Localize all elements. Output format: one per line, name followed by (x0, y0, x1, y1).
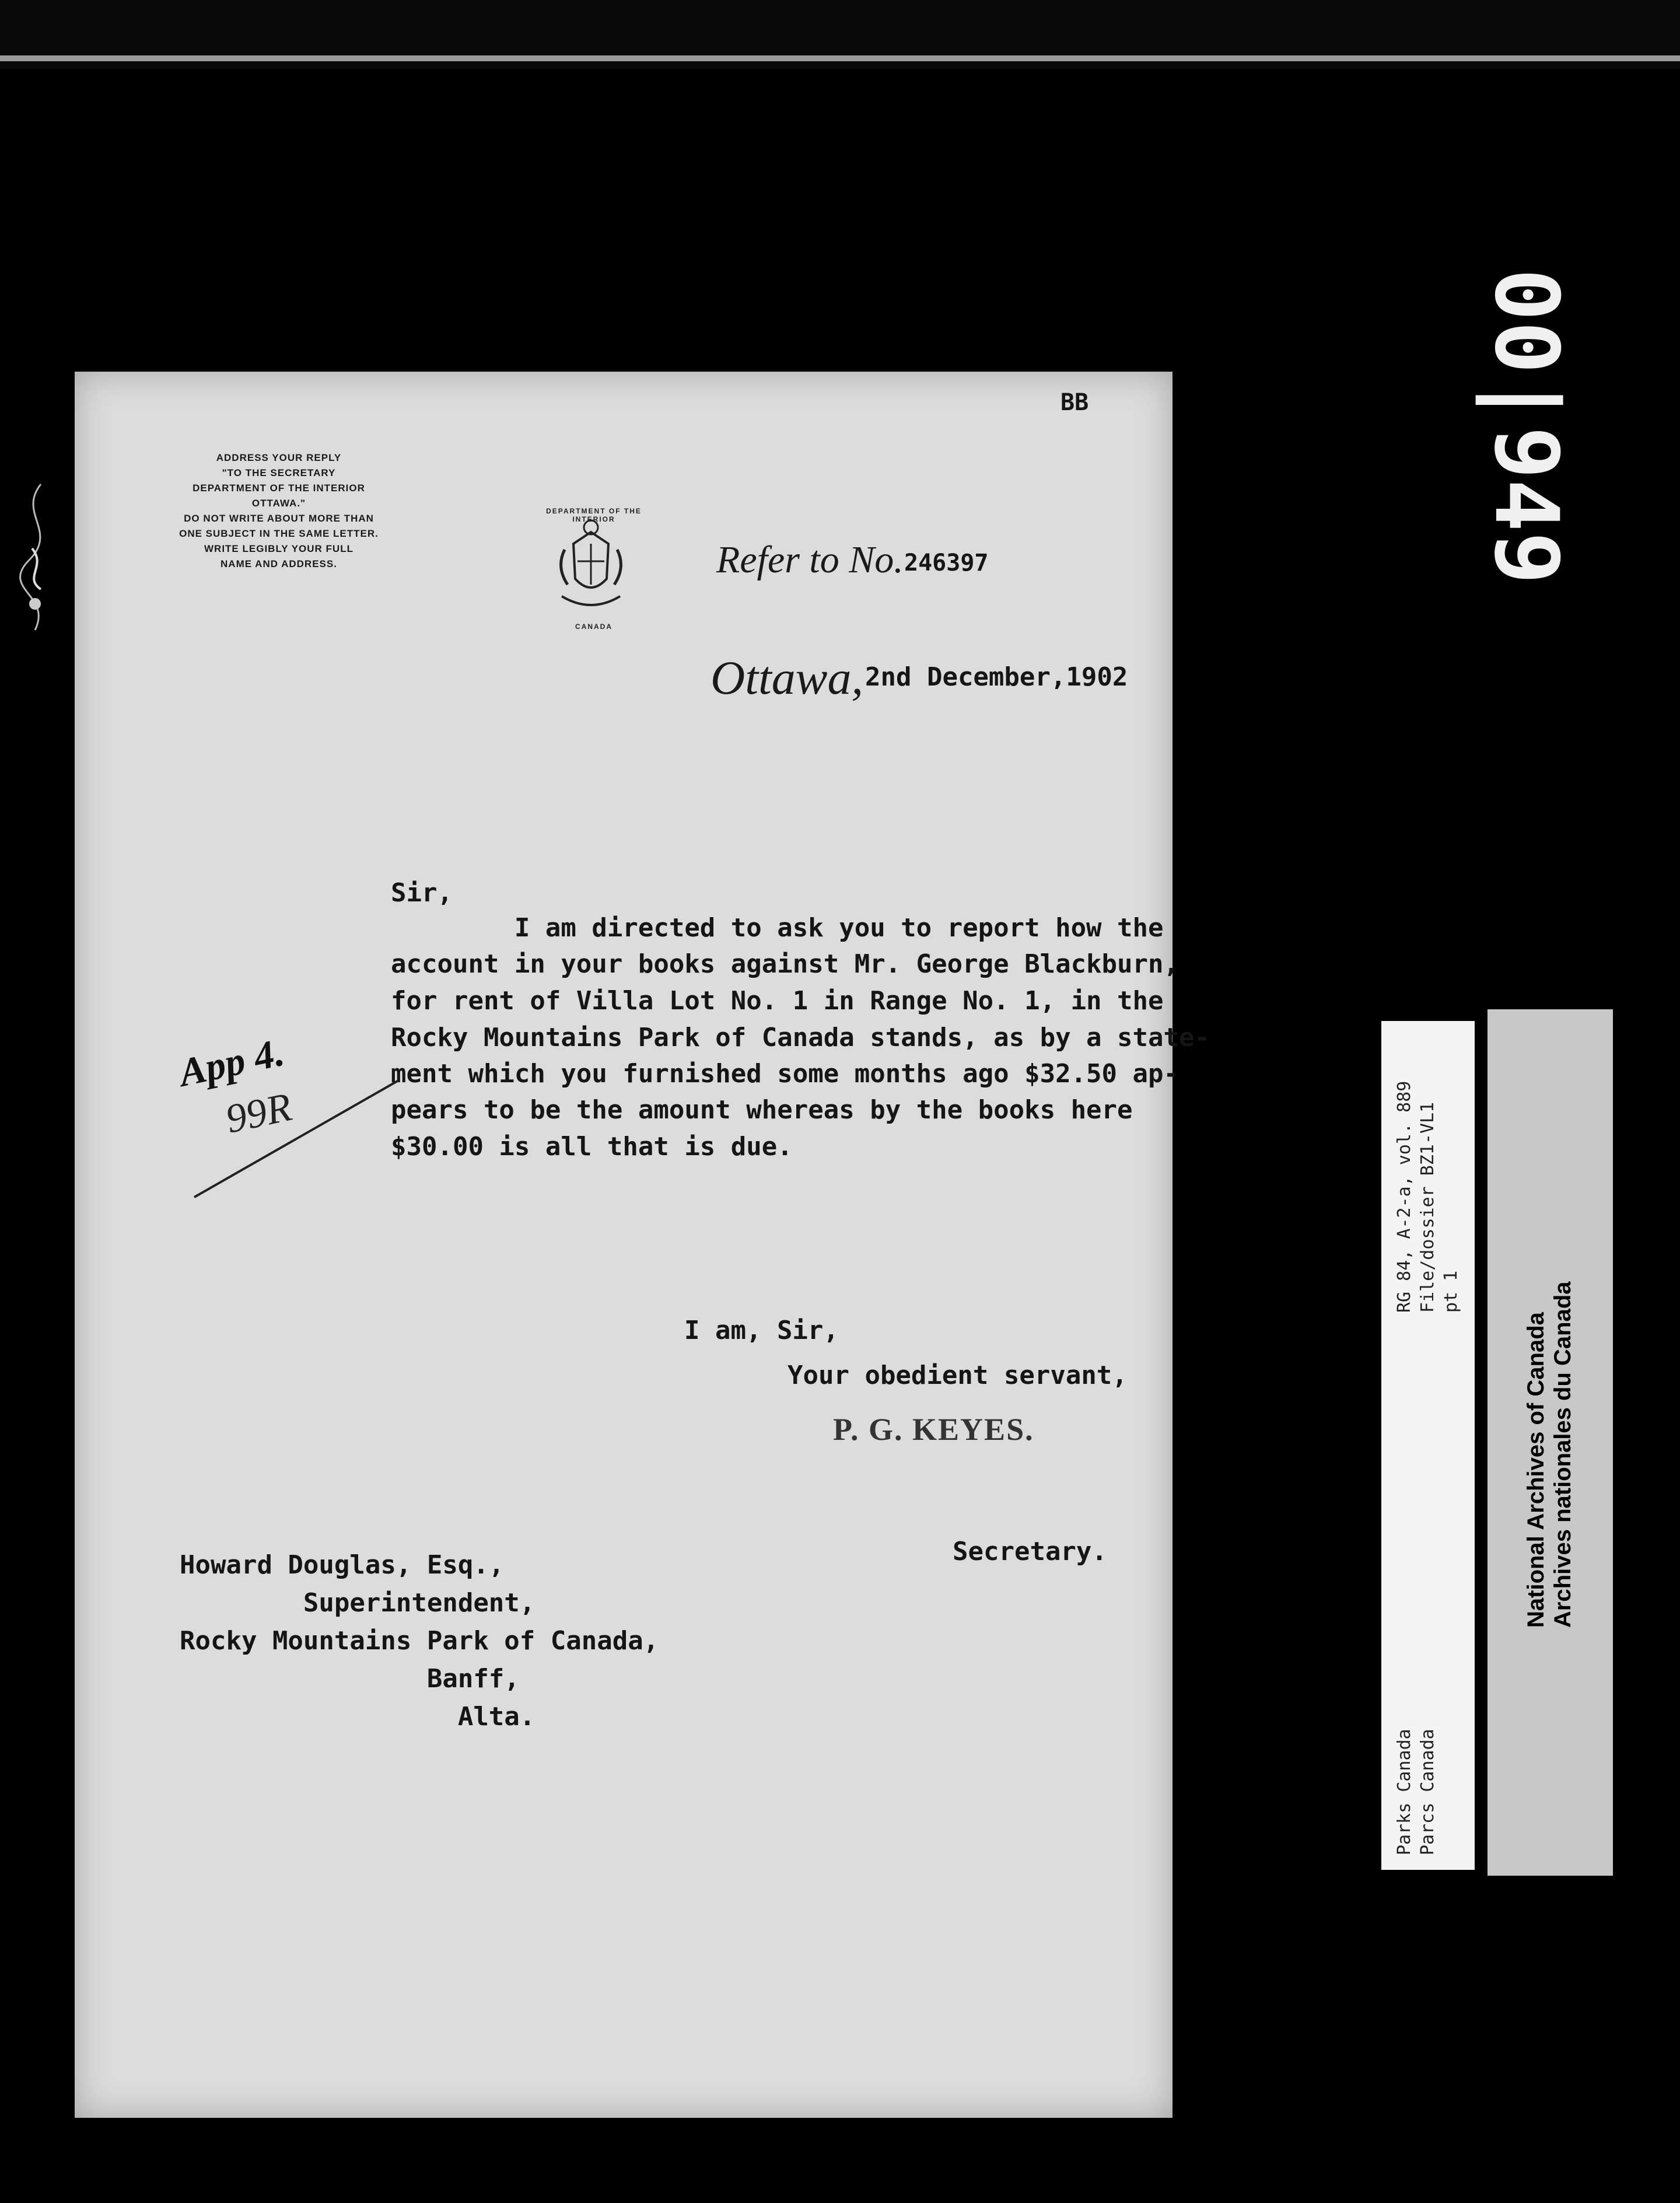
parks-line: Parks Canada (1394, 1729, 1415, 1855)
body-line: pears to be the amount whereas by the books here (391, 1095, 1133, 1125)
refer-number: 246397 (904, 550, 989, 576)
archive-reference (1393, 1081, 1463, 1313)
coat-of-arms-icon (541, 515, 640, 625)
seal-top-text: DEPARTMENT OF THE INTERIOR (546, 507, 642, 523)
seal-bottom-text: CANADA (575, 623, 612, 631)
body-line: account in your books against Mr. George Blackburn, (391, 949, 1180, 979)
salutation: Sir, (391, 878, 453, 908)
addressee-line: Rocky Mountains Park of Canada, (180, 1626, 659, 1656)
instruction-line: "TO THE SECRETARY (222, 467, 336, 478)
closing-line: I am, Sir, (684, 1316, 839, 1345)
letter-page (75, 372, 1210, 2118)
letter-date: 2nd December,1902 (865, 662, 1128, 692)
instruction-line: OTTAWA." (251, 498, 306, 509)
reference-line: pt 1 (1441, 1270, 1461, 1313)
reply-instructions (156, 450, 401, 572)
body-line: for rent of Villa Lot No. 1 in Range No. 1, in the (391, 986, 1164, 1016)
instruction-line: ADDRESS YOUR REPLY (216, 452, 342, 463)
closing-line: Your obedient servant, (788, 1361, 1128, 1390)
reference-line: RG 84, A-2-a, vol. 889 (1394, 1080, 1415, 1313)
string-mark-icon (6, 478, 70, 653)
instruction-line: ONE SUBJECT IN THE SAME LETTER. (179, 528, 379, 539)
city-name: Ottawa, (710, 651, 863, 704)
instruction-line: NAME AND ADDRESS. (220, 558, 337, 569)
instruction-line: DO NOT WRITE ABOUT MORE THAN (184, 513, 374, 524)
reference-line: File/dossier BZ1-VL1 (1418, 1102, 1438, 1313)
addressee-line: Howard Douglas, Esq., (180, 1550, 505, 1580)
film-frame-number (1423, 257, 1577, 840)
national-archives-text (1522, 1281, 1576, 1628)
svg-text:00|949: 00|949 (1475, 268, 1577, 585)
svg-text:99R: 99R (222, 1084, 296, 1142)
signer-title: Secretary. (953, 1537, 1107, 1566)
refer-label: Refer to No. (716, 538, 904, 581)
addressee-line: Banff, (180, 1664, 520, 1694)
body-line: I am directed to ask you to report how the (391, 913, 1164, 943)
body-line: ment which you furnished some months ago $32.50 ap- (391, 1059, 1180, 1089)
addressee-line: Alta. (180, 1702, 536, 1732)
body-line: Rocky Mountains Park of Canada stands, as by a state- (391, 1023, 1210, 1052)
parks-canada-text (1393, 1729, 1440, 1855)
nac-line: National Archives of Canada (1523, 1312, 1549, 1628)
svg-text:App 4.: App 4. (175, 1029, 288, 1095)
corner-mark: BB (1060, 389, 1089, 416)
archive-label-nac (1488, 1009, 1613, 1876)
nac-line: Archives nationales du Canada (1550, 1281, 1576, 1628)
addressee-line: Superintendent, (180, 1588, 536, 1618)
handwritten-annotation (175, 1029, 428, 1221)
archive-label-parks (1381, 1021, 1475, 1870)
signature-stamp: P. G. KEYES. (833, 1412, 1034, 1447)
body-line: $30.00 is all that is due. (391, 1132, 793, 1162)
film-edge-line (0, 55, 1680, 61)
instruction-line: DEPARTMENT OF THE INTERIOR (192, 482, 365, 494)
parks-line: Parcs Canada (1418, 1729, 1438, 1855)
instruction-line: WRITE LEGIBLY YOUR FULL (204, 543, 354, 554)
